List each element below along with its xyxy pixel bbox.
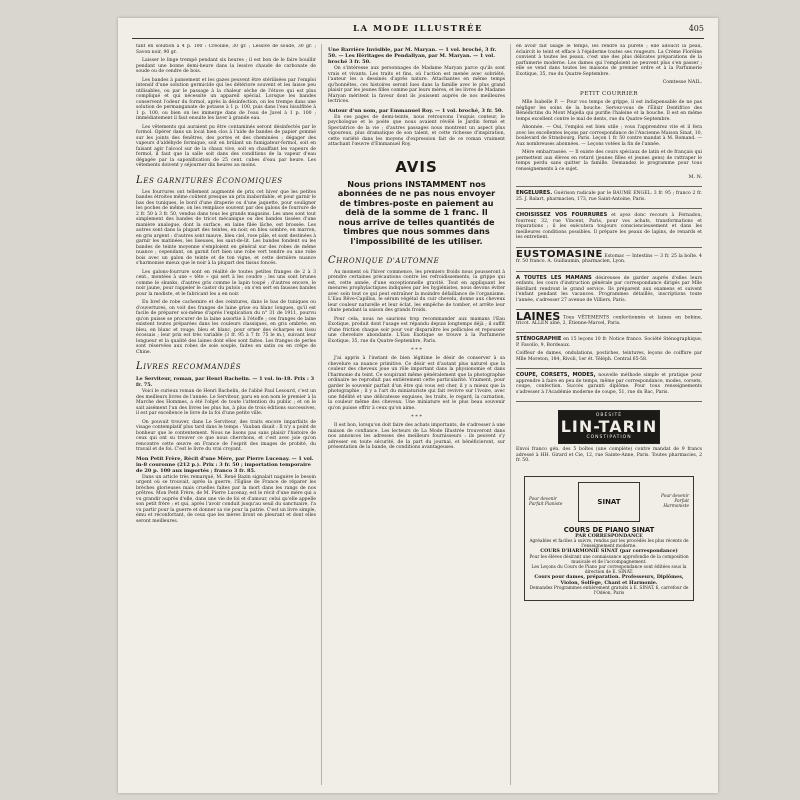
paragraph: Mlle Isabelle P. — Pour vos temps de grippe, il est indispensable de ne pas négliger les soins de la bouche. Servez-vous de l'Élixir Dentifrice des Bénédictins du Mont Majella qui purifie l'haleine et la bouche. Il est en même temps excellent contre le mal de dents, rue du Quatre-Septembre. — [516, 100, 702, 122]
column-left — [136, 44, 316, 785]
advert-text: Estomac — Intestins — 3 fr. 25 la boîte. 4 fr. 50 franco. A. Guillaumin, pharmacien, Lyon. — [516, 253, 702, 264]
sinat-subtitle: PAR CORRESPONDANCE — [575, 532, 643, 539]
advert-brand: LAINES — [516, 310, 561, 323]
logo-top-text: OBÉSITÉ — [595, 413, 623, 419]
advert-text: Guérison radicale par le BAUME ENGEL. 3 fr. 95 ; franco 2 fr. 25. J. Balart, pharmacien, 173, rue Saint-Antoine, Paris. — [516, 191, 702, 202]
section-heading: PETIT COURRIER — [580, 91, 638, 97]
lin-tarin-logo — [558, 410, 660, 444]
paragraph: Dans un article très remarqué, M. René Bazin signalait naguère le besoin urgent où se trouvait, après la guerre, l'Église de France de réparer les brèches glorieuses mais cruelles faites par la mort dans les rangs de nos prêtres. Mon Petit Frère, de M. Pierre Lucenay, est le récit d'une mère qui a vu grandir auprès d'elle, dans une vie de foi et d'amour, celui qu'elle appelle son petit frère ; et qui, après l'avoir conduit jusqu'au seuil du sanctuaire, l'a vu partir pour la guerre et donner sa vie pour la patrie. C'est un livre simple, ému et réconfortant, de ceux que les mères liront en pleurant et dont elles seront meilleures. — [136, 474, 316, 524]
advert-heading: ENGELURES. — [516, 190, 553, 196]
notice-title: AVIS — [395, 157, 438, 176]
advert-heading: A TOUTES LES MAMANS — [516, 274, 592, 281]
paragraph: En bref de robe cachemire et des ceintures, dans le bas de tuniques ou d'ouvertures, on voit des franges de laine grise ou blanc longues, qu'il est facile de préparer soi-même d'après l'explication du n° 31 de 1911, pourvu qu'on puisse se procurer de la laine assortie à l'étoffe ; ces franges de laine existent toutes préparées dans les couleurs classiques, en gris ombrée, en bleu, en blanc et rouge, bleu et blanc, pour orner des écharpes en tissu écossais ; leur prix est très variable (3 fr. 95 à 7 fr. 75 le m.), suivant leur longueur et la qualité des laines dont elles sont faites. Les franges de perles sont réservées aux robes de soie souple, faites en satin ou en crêpe de Chine. — [136, 300, 316, 355]
book-entry: Une Barrière Invisible, par M. Maryan. — 1 vol. broché, 3 fr. 50. — Les Héritages de Pendallyan, par M. Maryan. — 1 vol. broché 3 fr. 50. — [328, 47, 497, 65]
signature: Comtesse NAIL. — [662, 80, 702, 85]
advert — [516, 247, 702, 271]
advert-heading: CHOISISSEZ VOS FOURRURES — [516, 212, 608, 218]
advert-lin-tarin — [516, 401, 702, 470]
paragraph: Les bandes à pansement et les gazes peuvent être stérilisées par l'emploi intensif d'une solution germicide qui les détériore souvent et les laisse peu utilisables, ou par le passage à la chaleur sèche de l'étuve qui est plus compliqué et qui nécessite un appareil spécial. Lorsque les bandes conservent l'odeur du formol, après la désinfection, on les trempe dans une solution de permanganate de potasse à 1 p. 100, puis dans l'eau bisulfitée à 1 p. 100, ou bien on les immerge dans de l'eau de Javel à 1 p. 100 ; immédiatement il faut ensuite les laver à grande eau. — [136, 77, 316, 121]
advert-text: Coiffeur de dames, ondulations, postiches, teintures, leçons de coiffure par Mlle Moreton, 184, Rivoli, 1er ét. Téléph. Central 65-58. — [516, 351, 702, 362]
section-heading: LES GARNITURES ÉCONOMIQUES — [136, 174, 283, 186]
magazine-title: LA MODE ILLUSTRÉE — [352, 24, 483, 34]
paragraph: Pour cela, nous ne saurions trop recommander aux mamans l'Eau Exotique, produit dont l'usage est répandu depuis longtemps déjà ; il suffit d'une friction chaque soir pour voir disparaître les pellicules et repousser une chevelure abondante. L'Eau Exotique se trouve à la Parfumerie Exotique, 35, rue du Quatre-Septembre, Paris. — [328, 316, 505, 344]
advert-text: Envoi franco gén. des 5 boîtes (une complète) contre mandat de 9 francs adressé à HH. Girard et Cie, 12, rue Sainte-Anne, Paris. Toutes pharmacies, 2 fr. 50. — [516, 447, 702, 464]
advert — [516, 368, 702, 401]
column-divider — [510, 44, 511, 785]
paragraph: Les fourrures ont tellement augmenté de prix cet hiver que les petites bandes étroites même coûtent presque un prix inabordable, et pour garnir le bas des tuniques, le bord d'une draperie ou d'une jaquette, pour souligner les poches de même, on les remplace souvent par des galons de fourrure de 2 fr. 50 à 3 fr. 50, vendus dans tous les grands magasins. Les unes sont tout simplement des bandes de tricot mécanique ou des bandes tissées d'une manière analogue, dont la surface, en laine filée lâche, est brossée. Les autres sont dans la plupart des teintes, en noir, en bleu sombre, en marron, en gris argent : d'autres sont mauve, bleu ciel, rose pâle, et sont destinées à garnir les matinées, les liseuses, les saut-de-lit. Les bandes fondent ou les bandes de teinte moyenne s'emploient en général sur des robes de même nuance ; cependant, on garnit fort bien une robe vert tendre ou une robe bois avec un galon de teinte et de ton vigne, et cette dernière nuance s'harmonise mieux que le noir à la plupart des tissus foncés. — [136, 189, 316, 266]
column-middle — [328, 44, 505, 785]
separator-stars: * * * — [411, 414, 422, 421]
book-entry: Mon Petit Frère, Récit d'une Mère, par Pierre Lucenay. — 1 vol. in-8 couronne (212 p.). Prix : 3 fr. 50 ; importation temporaire de 20 p. 100 aux importés ; franco 3 fr. 85. — [136, 455, 314, 474]
paragraph: Les vêtements qui auraient pu être contaminés seront désinfectés par le formol. Opérer dans un local bien clos à l'aide de bandes de papier gommé sur les joints des fenêtres, des portes et des cheminées ; dégager des vapeurs d'aldéhyde formique, soit en brûlant un fumigateur-formol, soit en faisant agir l'alcool sur de la chaux vive, soit en chauffant les vapeurs de formol, il faut que la salle soit dans des conditions de la vapeur d'eau dégagée par la saponification de 25 cent. cubes d'eau par heure. Les vêtements doivent y séjourner dix heures au moins. — [136, 124, 316, 168]
masthead — [132, 24, 704, 38]
advert-text: en 15 leçons 10 fr. Notice franco. Société Sténographique, P. Favollo, 9, Bordeaux. — [516, 337, 702, 348]
paragraph: Il est bon, lorsqu'on doit faire des achats importants, de s'adresser à une maison de confiance. Les lecteurs de La Mode Illustrée trouveront dans nos annonces les adresses des meilleurs fournisseurs : ils peuvent s'y adresser en toute sécurité, de la part du journal, et bénéficieront, sur présentation de la bande, de conditions avantageuses. — [328, 423, 505, 451]
sinat-text: Les Leçons du Cours de Piano par correspondance sont éditées sous la direction de E. SINAT. — [531, 564, 687, 576]
advert — [516, 332, 702, 368]
sinat-logo: SINAT — [578, 482, 640, 522]
logo-bottom-text: CONSTIPATION — [586, 435, 632, 441]
book-entry: Le Serviteur, roman, par Henri Bachelin. — 1 vol. in-18. Prix : 3 fr. 75. — [136, 376, 315, 388]
paragraph: Au moment où l'hiver commence, les premiers froids nous pousseront à prendre certaines précautions contre les refroidissements, la grippe qui est, cette année, d'une exceptionnelle gravité. Tout en appliquant les mesures prophylactiques indiquées par les hygiénistes, nous devons éviter avec soin tout ce qui peut entraîner la moindre défaillance de l'organisme. L'Eau Rêve-Capillus, le sérum végétal du cuir chevelu, donne aux cheveux leur couleur naturelle et leur éclat, les empêche de tomber, et arrête leur chute pendant la saison des grands froids. — [328, 269, 505, 314]
paragraph: On pouvait trouver, dans Le Serviteur, des traits encore imparfaits de visage contemplatif plus tard dans le temps : Vauban disait : Il n'y a point de bonheur que le contentement. Nous ne lisons pas sans plaisir l'histoire de ceux qui ont su trouver ce que nous cherchons, et c'est avec joie qu'on rencontre cette œuvre en France de l'esprit des images de probité, du travail et de foi. C'est le livre du vrai croyant. — [136, 419, 316, 452]
paragraph: Les galons-fourrure sont en réalité de toutes petites franges de 2 à 3 cent., montées à une « tête » qui sert à les coudre ; les uns sont brunes comme le skunks, d'autres gris comme le lapin toupé ; d'autres encore, le noir jaune, pour rappeler le castor du putois ; on s'en sert en fausses bandes pour la modiste, et le fabricant les a en noir. — [136, 269, 316, 297]
page-number: 405 — [688, 24, 704, 33]
section-heading: LIVRES RECOMMANDÉS — [136, 361, 242, 372]
advert-brand: EUSTOMASINE — [516, 248, 603, 260]
section-heading: CHRONIQUE D'AUTOMNE — [328, 254, 440, 266]
advert-text: et ayez donc recours à Fernadou, fourreur, 32, rue Vincent, Paris, pour vos achats, transformations et réparations ; il les exécutera toujours consciencieusement et dans les meilleures conditions possibles. Il prépare les peaux de lapins, de renards et les entretient. — [516, 213, 702, 240]
sinat-text: Cours pour dames, préparation. Professeurs, Diplômes, Violon, Solfège, Chant et Harmonie. — [534, 574, 684, 586]
sinat-right-caption: Pour devenir Parfait Harmoniste — [661, 494, 689, 510]
sinat-text: Demandez Programmes entièrement gratuits à E. SINAT, 6, carrefour de l'Odéon, Paris — [529, 585, 689, 596]
paragraph: Laisser le linge trempé pendant six heures ; il est bon de le faire bouillir pendant une bonne demi-heure dans la lessive chaude de carbonate de soude ou de cendre de bois. — [136, 58, 316, 74]
advert-text: nouvelle méthode simple et pratique pour apprendre à faire en peu de temps, même par correspondance, modes, corsets, coupe, confection. Succès garanti diplôme. Pour tous renseignements s'adresser à l'Académie moderne de coupe, 51, rue du Bac, Paris. — [516, 373, 702, 395]
sinat-title: COURS DE PIANO SINAT — [563, 525, 655, 534]
advert-heading: STÉNOGRAPHIE — [516, 336, 562, 343]
paragraph: en avoir fait usage le temps, les rendre sa pureté ; elle adoucit la peau, éclaircit le teint et efface à l'épiderme toutes ses rougeurs. La Crème Floréine convient à toutes les peaux, c'est une des plus délicates préparations de la parfumerie moderne. Les dames qui l'emploient ne peuvent plus s'en passer ; elle se vend dans toutes les maisons de premier ordre et à la Parfumerie Exotique, 35, rue du Quatre-Septembre. — [516, 44, 702, 77]
notice-body: Nous prions INSTAMMENT nos abonnées de ne pas nous envoyer de timbres-poste en paiement au delà de la somme de 1 franc. Il nous arrive de telles quantités de timbres que nous sommes dans l'impossibilité de les utiliser. — [337, 178, 496, 247]
advert-sinat — [524, 476, 694, 601]
advert — [516, 208, 702, 247]
separator-stars: * * * — [411, 347, 422, 354]
header-rule — [132, 38, 704, 39]
book-entry: Autour d'un nom, par Emmanuel Roy. — 1 vol. broché, 3 fr. 50. — [328, 107, 504, 114]
signature: M. N. — [688, 175, 702, 180]
column-right — [516, 44, 702, 785]
sinat-text: Pour les élèves désirant une connaissance approfondie de la composition musicale et de l'accompagnement. — [529, 554, 689, 565]
advert — [516, 309, 702, 332]
advert-heading: COUPE, CORSETS, MODES, — [516, 372, 596, 379]
paragraph: Mère embarrassée. — Il existe des cours spéciaux de latin et de français qui permettent aux élèves en retard (jeunes filles et jeunes gens) de rattraper le temps perdu sans quitter la famille. Demandez le programme pour tous renseignements à ce sujet. — [516, 150, 702, 172]
paragraph: Abonnée. — Oui, l'emploi est bien utile ; vous l'apprendrez vite et il fera avec les excellentes leçons par correspondance de l'Ancienne Maison Sinat, 10, boulevard de Strasbourg, Paris. Leçon 1 fr. 50 contre mandat à M. Romand. — Aux nombreuses abonnées. — Leçons votées la fin de l'année. — [516, 125, 702, 147]
advert — [516, 186, 702, 208]
sinat-harmony-title: COURS D'HARMONIE SINAT (par correspondance) — [540, 548, 678, 555]
sinat-left-caption: Pour devenir Parfait Pianiste — [529, 496, 563, 507]
sinat-hero — [529, 481, 689, 523]
magazine-page — [118, 18, 718, 793]
paragraph: Voici le curieux roman de Henri Bachelin, de l'abbé Paul Lesourd, c'est un des meilleurs livres de l'année. Le Serviteur, paru en son nom le premier à la Marche des Hommes, a été l'objet de toute l'attention du public ; et on le sait aisément l'un des livres les plus lus, à plus de trois éditions successives, il est par excellence le livre de la foi d'une petite ville. — [136, 389, 316, 416]
advert-text: désireuses de garder auprès d'elles leurs enfants, les cours d'instruction générale par correspondance dirigés par Mlle Bérillard rendront le grand service. Ils préparent aux examens et suivent l'enfant pendant les vacances. Programmes détaillés, inscriptions toute l'année, s'adresser 27 avenue de Villiers, Paris. — [516, 275, 702, 303]
paragraph: tant en solution à 4 p. 100 : Créoline, 30 gr. ; Lessive de soude, 30 gr. ; Savon noir, 90 gr. — [136, 44, 316, 55]
advert-text: Tous VÊTEMENTS confectionnés et laines en bobine, tricot. ALLEN aîné, 2, Étienne-Marcel, Paris. — [516, 315, 702, 326]
paragraph: On s'intéresse aux personnages de Madame Maryan parce qu'ils sont vrais et vivants. Les traits et fins, où l'action est menée avec sobriété, l'auteur les a dessinés d'après nature. Attachantes en même temps qu'honnêtes, ces histoires seront lues dans la famille avec le plus grand plaisir par les jeunes filles comme par leurs mères, et les livres de Madame Maryan méritent la faveur dont ils jouissent auprès de nos meilleures lectrices. — [328, 66, 505, 104]
logo-name: LIN-TARIN — [560, 417, 658, 437]
sinat-text: Agréables et faciles à suivre, rendus par les procédés les plus récents de l'enseignement moderne. — [529, 538, 689, 550]
advert — [516, 271, 702, 310]
paragraph: En ces pages de demi-teinte, nous retrouvons l'exquis conteur, le psychologue et le poète que nous avaient révélé le Jardin fermé et Spectatrice de la vie ; d'autres passages nous montrent un aspect plus vigoureux, plus dramatique de son talent, et cette richesse d'inspiration, cette variété dans les moyens d'expression fait de ce roman vraiment attachant l'œuvre d'Emmanuel Roy. — [328, 114, 505, 147]
paragraph: J'ai appris à l'instant de bien légitime le désir de conserver à sa chevelure sa nuance primitive. Ce désir est d'autant plus naturel que la couleur des cheveux joue un rôle important dans la physionomie et dans l'harmonie du teint. Ce soupirant même généralement que la photographie ordinaire ne reproduit pas entièrement cette particularité. Vraiment, pour garder le souvenir parfait d'un être qui vous est cher, il y a mieux que la photographie ; il y a l'art du miniaturiste qui fait revivre sur l'ivoire, avec une fidélité et une délicatesse exquises, les traits, le regard, la carnation, la couleur même des cheveux. Une miniature est le plus beau souvenir qu'on puisse offrir à ceux qu'on aime. — [328, 356, 505, 411]
column-divider — [321, 44, 322, 785]
